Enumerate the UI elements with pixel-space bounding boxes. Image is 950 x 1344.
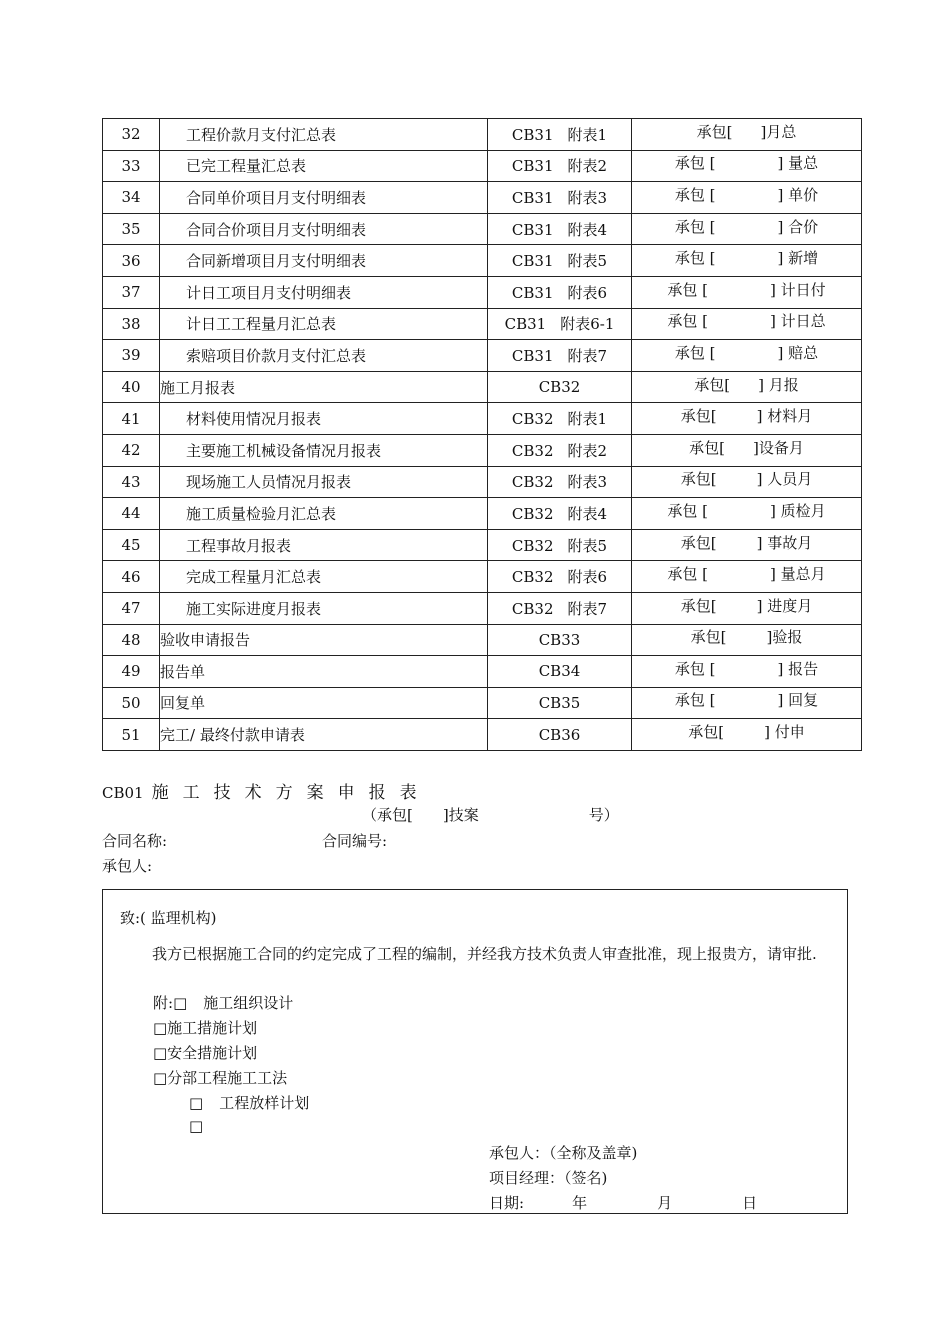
table-row bbox=[103, 340, 862, 372]
row-reference bbox=[632, 466, 862, 498]
row-reference bbox=[632, 308, 862, 340]
row-code bbox=[488, 308, 632, 340]
ref-prefix: 承包 [ bbox=[674, 154, 716, 173]
ref-suffix: ] 质检月 bbox=[770, 501, 826, 520]
annex: 附表3 bbox=[567, 188, 608, 207]
row-number: 40 bbox=[103, 371, 160, 403]
ref-prefix: 承包[ bbox=[680, 470, 717, 489]
row-code bbox=[488, 150, 632, 182]
code: CB32 bbox=[511, 473, 554, 492]
row-number: 35 bbox=[103, 213, 160, 245]
annex: 附表5 bbox=[567, 536, 608, 555]
table-row bbox=[103, 150, 862, 182]
ref-prefix: 承包[ bbox=[689, 438, 725, 457]
form-box bbox=[102, 889, 848, 1214]
row-number: 51 bbox=[103, 719, 160, 751]
row-code bbox=[488, 245, 632, 277]
row-reference bbox=[632, 119, 862, 151]
annex: 附表7 bbox=[567, 599, 608, 618]
annex: 附表6 bbox=[567, 283, 608, 302]
code: CB31 bbox=[511, 157, 554, 176]
table-row bbox=[103, 276, 862, 308]
table-row bbox=[103, 434, 862, 466]
attachment-4[interactable]: □分部工程施工工法 bbox=[153, 1069, 288, 1087]
ref-suffix: ] 计日总 bbox=[770, 312, 826, 331]
row-number: 38 bbox=[103, 308, 160, 340]
form-body: 我方已根据施工合同的约定完成了工程的编制，并经我方技术负责人审查批准，现上报贵方，请审批. bbox=[152, 945, 817, 963]
annex: 附表4 bbox=[567, 220, 608, 239]
row-reference bbox=[632, 656, 862, 688]
row-code bbox=[488, 213, 632, 245]
attachment-3[interactable]: □安全措施计划 bbox=[153, 1044, 258, 1062]
row-form-name: 回复单 bbox=[160, 687, 488, 719]
row-form-name: 已完工程量汇总表 bbox=[160, 150, 488, 182]
table-row bbox=[103, 656, 862, 688]
row-reference bbox=[632, 276, 862, 308]
ref-prefix: 承包 [ bbox=[674, 659, 716, 678]
ref-prefix: 承包[ bbox=[680, 407, 717, 426]
ref-prefix: 承包[ bbox=[696, 122, 733, 141]
row-form-name: 索赔项目价款月支付汇总表 bbox=[160, 340, 488, 372]
ref-suffix: ] 计日付 bbox=[770, 280, 826, 299]
date-year: 年 bbox=[572, 1194, 588, 1212]
row-number: 33 bbox=[103, 150, 160, 182]
date-label: 日期: bbox=[489, 1194, 525, 1212]
ref-prefix: 承包 [ bbox=[667, 565, 708, 584]
form-number-suffix: 号） bbox=[588, 806, 619, 824]
row-number: 46 bbox=[103, 561, 160, 593]
ref-suffix: ] 材料月 bbox=[756, 407, 813, 426]
row-form-name: 计日工项目月支付明细表 bbox=[160, 276, 488, 308]
row-number: 36 bbox=[103, 245, 160, 277]
date-month: 月 bbox=[657, 1194, 673, 1212]
ref-suffix: ] 单价 bbox=[777, 185, 819, 204]
checkbox-icon[interactable]: □ bbox=[173, 994, 188, 1012]
row-form-name: 施工月报表 bbox=[160, 371, 488, 403]
row-reference bbox=[632, 498, 862, 530]
row-form-name: 计日工工程量月汇总表 bbox=[160, 308, 488, 340]
attachment-5[interactable] bbox=[189, 1092, 309, 1113]
row-reference bbox=[632, 687, 862, 719]
row-code bbox=[488, 656, 632, 688]
code: CB32 bbox=[511, 410, 554, 429]
ref-prefix: 承包 [ bbox=[674, 249, 716, 268]
table-row bbox=[103, 529, 862, 561]
code: CB36 bbox=[538, 725, 581, 744]
table-row bbox=[103, 213, 862, 245]
recipient: 致:( 监理机构) bbox=[120, 909, 217, 927]
row-number: 45 bbox=[103, 529, 160, 561]
attachments-prefix: 附: bbox=[153, 994, 174, 1012]
code: CB32 bbox=[511, 536, 554, 555]
attachment-label: 施工组织设计 bbox=[203, 994, 294, 1012]
row-number: 47 bbox=[103, 592, 160, 624]
row-code bbox=[488, 592, 632, 624]
row-code bbox=[488, 529, 632, 561]
ref-suffix: ] 赔总 bbox=[777, 343, 819, 362]
contract-no-label: 合同编号: bbox=[322, 832, 388, 850]
form-number-prefix: （承包[ bbox=[362, 806, 413, 824]
row-number: 50 bbox=[103, 687, 160, 719]
row-number: 42 bbox=[103, 434, 160, 466]
ref-suffix: ] 付申 bbox=[764, 723, 805, 742]
ref-prefix: 承包 [ bbox=[667, 312, 708, 331]
table-row bbox=[103, 403, 862, 435]
ref-suffix: ] 报告 bbox=[777, 659, 819, 678]
code: CB31 bbox=[511, 188, 554, 207]
ref-prefix: 承包 [ bbox=[667, 501, 708, 520]
row-form-name: 工程事故月报表 bbox=[160, 529, 488, 561]
index-table bbox=[102, 118, 862, 751]
table-row bbox=[103, 498, 862, 530]
ref-suffix: ]设备月 bbox=[753, 438, 804, 457]
sign-manager: 项目经理：（签名) bbox=[489, 1169, 608, 1187]
row-number: 34 bbox=[103, 182, 160, 214]
row-reference bbox=[632, 245, 862, 277]
code: CB33 bbox=[538, 630, 581, 649]
code: CB31 bbox=[511, 220, 554, 239]
row-reference bbox=[632, 340, 862, 372]
annex: 附表5 bbox=[567, 252, 608, 271]
annex: 附表6-1 bbox=[560, 315, 615, 334]
table-row bbox=[103, 182, 862, 214]
row-form-name: 工程价款月支付汇总表 bbox=[160, 119, 488, 151]
contract-name-label: 合同名称: bbox=[102, 832, 168, 850]
annex: 附表2 bbox=[567, 441, 608, 460]
row-reference bbox=[632, 529, 862, 561]
ref-suffix: ] 量总 bbox=[777, 154, 819, 173]
code: CB31 bbox=[511, 283, 554, 302]
form-number-mid: ]技案 bbox=[442, 806, 479, 824]
annex: 附表7 bbox=[567, 346, 608, 365]
table-row bbox=[103, 371, 862, 403]
annex: 附表1 bbox=[567, 125, 608, 144]
annex: 附表6 bbox=[567, 568, 608, 587]
code: CB31 bbox=[504, 315, 547, 334]
row-number: 41 bbox=[103, 403, 160, 435]
table-row bbox=[103, 592, 862, 624]
row-code bbox=[488, 371, 632, 403]
row-form-name: 报告单 bbox=[160, 656, 488, 688]
row-code bbox=[488, 276, 632, 308]
row-code bbox=[488, 119, 632, 151]
contractor-label: 承包人: bbox=[102, 857, 153, 875]
row-form-name: 主要施工机械设备情况月报表 bbox=[160, 434, 488, 466]
row-code bbox=[488, 182, 632, 214]
row-code bbox=[488, 498, 632, 530]
attachment-2[interactable]: □施工措施计划 bbox=[153, 1019, 258, 1037]
row-reference bbox=[632, 592, 862, 624]
row-reference bbox=[632, 434, 862, 466]
row-form-name: 施工实际进度月报表 bbox=[160, 592, 488, 624]
row-reference bbox=[632, 403, 862, 435]
row-code bbox=[488, 403, 632, 435]
table-row bbox=[103, 719, 862, 751]
row-code bbox=[488, 624, 632, 656]
ref-prefix: 承包[ bbox=[694, 375, 731, 394]
row-number: 49 bbox=[103, 656, 160, 688]
row-number: 37 bbox=[103, 276, 160, 308]
code: CB32 bbox=[538, 378, 581, 397]
row-form-name: 合同单价项目月支付明细表 bbox=[160, 182, 488, 214]
code: CB31 bbox=[511, 125, 554, 144]
annex: 附表2 bbox=[567, 157, 608, 176]
code: CB32 bbox=[511, 568, 554, 587]
table-row bbox=[103, 245, 862, 277]
row-form-name: 施工质量检验月汇总表 bbox=[160, 498, 488, 530]
row-reference bbox=[632, 624, 862, 656]
form-code: CB01 bbox=[102, 784, 144, 802]
row-number: 48 bbox=[103, 624, 160, 656]
row-form-name: 材料使用情况月报表 bbox=[160, 403, 488, 435]
row-reference bbox=[632, 150, 862, 182]
row-code bbox=[488, 719, 632, 751]
annex: 附表3 bbox=[567, 473, 608, 492]
row-reference bbox=[632, 213, 862, 245]
code: CB35 bbox=[538, 693, 581, 712]
sign-contractor: 承包人：（全称及盖章) bbox=[489, 1144, 638, 1162]
form-number bbox=[362, 804, 619, 825]
ref-suffix: ] 回复 bbox=[777, 691, 819, 710]
ref-suffix: ]验报 bbox=[766, 628, 803, 647]
table-row bbox=[103, 561, 862, 593]
sign-date bbox=[489, 1192, 757, 1213]
row-number: 39 bbox=[103, 340, 160, 372]
code: CB31 bbox=[511, 346, 554, 365]
code: CB32 bbox=[511, 599, 554, 618]
row-number: 32 bbox=[103, 119, 160, 151]
code: CB31 bbox=[511, 252, 554, 271]
row-code bbox=[488, 340, 632, 372]
ref-suffix: ] 新增 bbox=[777, 249, 819, 268]
ref-suffix: ] 进度月 bbox=[756, 596, 813, 615]
ref-suffix: ] 量总月 bbox=[770, 565, 826, 584]
ref-suffix: ]月总 bbox=[760, 122, 797, 141]
ref-prefix: 承包[ bbox=[690, 628, 727, 647]
row-form-name: 完成工程量月汇总表 bbox=[160, 561, 488, 593]
date-day: 日 bbox=[742, 1194, 758, 1212]
table-row bbox=[103, 687, 862, 719]
row-form-name: 现场施工人员情况月报表 bbox=[160, 466, 488, 498]
annex: 附表4 bbox=[567, 504, 608, 523]
ref-prefix: 承包 [ bbox=[674, 217, 716, 236]
table-row bbox=[103, 308, 862, 340]
checkbox-icon[interactable]: □ bbox=[189, 1094, 204, 1112]
row-reference bbox=[632, 719, 862, 751]
ref-suffix: ] 月报 bbox=[758, 375, 799, 394]
row-code bbox=[488, 434, 632, 466]
row-form-name: 合同新增项目月支付明细表 bbox=[160, 245, 488, 277]
row-code bbox=[488, 561, 632, 593]
table-row bbox=[103, 119, 862, 151]
row-reference bbox=[632, 371, 862, 403]
ref-suffix: ] 事故月 bbox=[756, 533, 813, 552]
table-row bbox=[103, 466, 862, 498]
row-form-name: 完工/ 最终付款申请表 bbox=[160, 719, 488, 751]
ref-suffix: ] 人员月 bbox=[756, 470, 813, 489]
form-title bbox=[102, 778, 431, 803]
code: CB34 bbox=[538, 662, 581, 681]
form-title-text: 施工技术方案申报表 bbox=[151, 783, 431, 803]
attachment-label: 工程放样计划 bbox=[219, 1094, 310, 1112]
code: CB32 bbox=[511, 441, 554, 460]
ref-prefix: 承包 [ bbox=[667, 280, 708, 299]
ref-prefix: 承包[ bbox=[680, 596, 717, 615]
row-reference bbox=[632, 561, 862, 593]
row-form-name: 合同合价项目月支付明细表 bbox=[160, 213, 488, 245]
ref-prefix: 承包 [ bbox=[674, 691, 716, 710]
ref-prefix: 承包 [ bbox=[674, 185, 716, 204]
row-number: 43 bbox=[103, 466, 160, 498]
row-number: 44 bbox=[103, 498, 160, 530]
row-code bbox=[488, 466, 632, 498]
ref-prefix: 承包[ bbox=[680, 533, 717, 552]
ref-suffix: ] 合价 bbox=[777, 217, 819, 236]
attachment-6[interactable]: □ bbox=[189, 1117, 204, 1135]
row-reference bbox=[632, 182, 862, 214]
attachment-1[interactable] bbox=[153, 992, 293, 1013]
ref-prefix: 承包 [ bbox=[674, 343, 716, 362]
table-row bbox=[103, 624, 862, 656]
annex: 附表1 bbox=[567, 410, 608, 429]
code: CB32 bbox=[511, 504, 554, 523]
row-form-name: 验收申请报告 bbox=[160, 624, 488, 656]
row-code bbox=[488, 687, 632, 719]
contract-meta bbox=[102, 830, 388, 851]
ref-prefix: 承包[ bbox=[688, 723, 725, 742]
